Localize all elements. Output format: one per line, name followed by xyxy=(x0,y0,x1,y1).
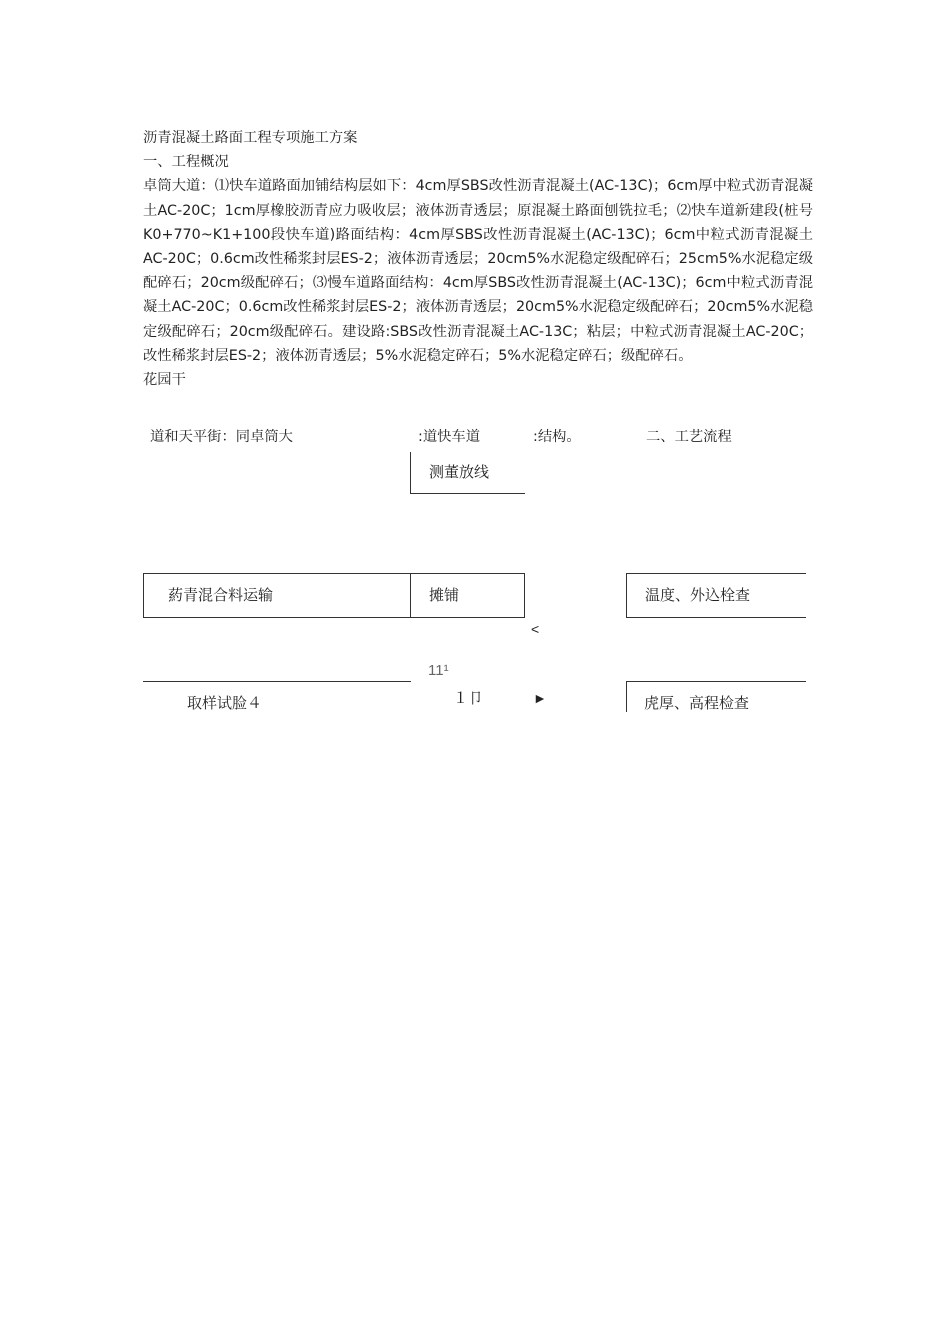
flow-label-thickness-check: 虎厚、高程检查 xyxy=(644,695,750,712)
project-overview-paragraph: 卓筒大道：⑴快车道路面加铺结构层如下：4cm厚SBS改性沥青混凝土(AC-13C)；6cm厚中粒式沥青混凝土AC-20C；1cm厚橡胶沥青应力吸收层；液体沥青透层；原混凝土路面刨铣拉毛；⑵快车道新建段(桩号K0+770~K1+100段快车道)路面结构：4cm厚SBS改性沥青混凝土(AC-13C)；6cm中粒式沥青混凝土AC-20C；0.6cm改性稀浆封层ES-2；液体沥青透层；20cm5%水泥稳定级配碎石；25cm5%水泥稳定级配碎石；20cm级配碎石；⑶慢车道路面结构：4cm厚SBS改性沥青混凝土(AC-13C)；6cm中粒式沥青混凝土AC-20C；0.6cm改性稀浆封层ES-2；液体沥青透层；20cm5%水泥稳定级配碎石；20cm5%水泥稳定级配碎石；20cm级配碎石。建设路:SBS改性沥青混凝土AC-13C；粘层；中粒式沥青混凝土AC-20C；改性稀浆封层ES-2；液体沥青透层；5%水泥稳定碎石；5%水泥稳定碎石；级配碎石。 xyxy=(143,178,813,364)
row-text-mid2: :结构。 xyxy=(533,429,581,445)
page-blank-area xyxy=(0,712,950,1344)
flow-arrow-icon: ► xyxy=(533,690,547,706)
flow-marker-1: １卩 xyxy=(453,690,484,707)
flow-box-temp-check xyxy=(626,573,806,618)
flow-box-transport xyxy=(143,573,411,618)
flow-box-paving xyxy=(410,573,525,618)
paragraph-tail: 花园干 xyxy=(143,372,186,389)
flow-marker-11: 11¹ xyxy=(428,662,449,679)
flow-label-temp-check: 温度、外込栓查 xyxy=(645,586,751,604)
row-text-mid: :道快车道 xyxy=(418,429,481,445)
flow-label-survey: 测董放线 xyxy=(429,463,490,481)
row-text-left: 道和天平街：同卓筒大 xyxy=(150,429,293,445)
flow-label-paving: 摊铺 xyxy=(429,586,460,604)
doc-title: 沥青混凝土路面工程专项施工方案 xyxy=(143,130,358,146)
flow-label-sampling: 取样试脸４ xyxy=(187,695,263,712)
section-heading-2: 二、工艺流程 xyxy=(646,429,732,445)
flow-line-sampling-top xyxy=(143,681,411,682)
flow-box-survey xyxy=(410,452,525,494)
flow-label-transport: 葯青混合料运输 xyxy=(168,586,274,604)
flow-line-thickness-left xyxy=(626,681,627,713)
section-heading-1: 一、工程概况 xyxy=(143,154,229,171)
flow-line-thickness-top xyxy=(626,681,806,682)
body-text xyxy=(143,126,813,392)
flow-marker-lt: < xyxy=(531,621,540,637)
